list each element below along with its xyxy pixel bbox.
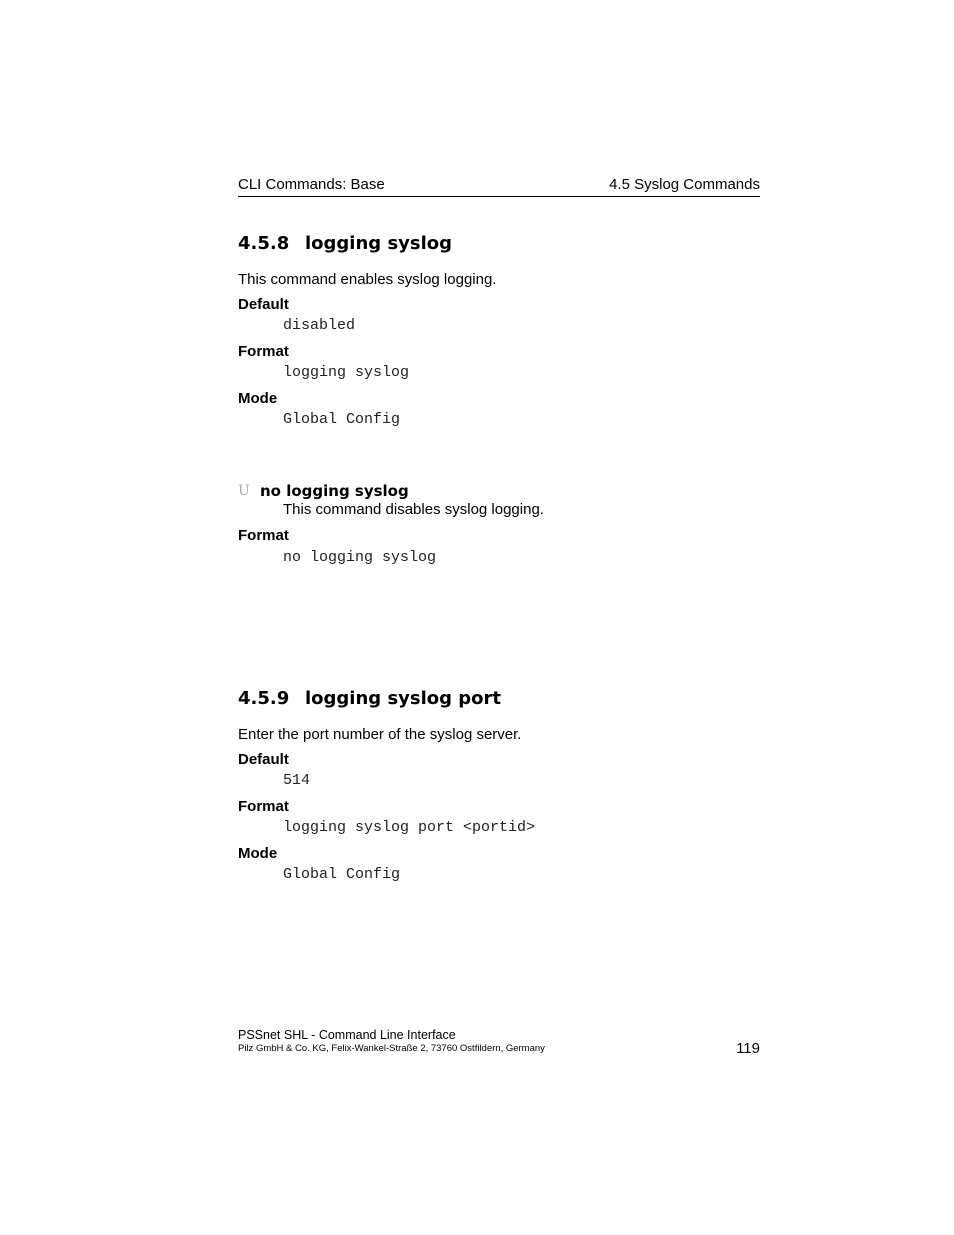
mode-label: Mode bbox=[238, 390, 278, 407]
section-heading-logging-syslog-port bbox=[238, 688, 501, 709]
format-label: Format bbox=[238, 798, 289, 815]
format-value: no logging syslog bbox=[283, 549, 437, 566]
mode-value: Global Config bbox=[283, 411, 401, 428]
mode-value: Global Config bbox=[283, 866, 401, 883]
default-value: disabled bbox=[283, 317, 356, 334]
format-label: Format bbox=[238, 343, 289, 360]
section-title: logging syslog bbox=[305, 233, 453, 254]
format-label: Format bbox=[238, 527, 289, 544]
mode-label: Mode bbox=[238, 845, 278, 862]
format-value: logging syslog bbox=[283, 364, 410, 381]
default-value: 514 bbox=[283, 772, 311, 789]
subcommand-description: This command disables syslog logging. bbox=[283, 501, 544, 518]
section-description: Enter the port number of the syslog server. bbox=[238, 726, 522, 743]
running-header-right: 4.5 Syslog Commands bbox=[609, 176, 760, 193]
section-title: logging syslog port bbox=[305, 688, 502, 709]
section-heading-logging-syslog bbox=[238, 233, 452, 254]
default-label: Default bbox=[238, 296, 289, 313]
section-number: 4.5.8 bbox=[238, 233, 290, 254]
header-rule bbox=[238, 196, 760, 197]
section-number: 4.5.9 bbox=[238, 688, 290, 709]
subcommand-title: no logging syslog bbox=[260, 482, 409, 500]
footer-title: PSSnet SHL - Command Line Interface bbox=[238, 1028, 456, 1042]
section-description: This command enables syslog logging. bbox=[238, 271, 497, 288]
page-number: 119 bbox=[736, 1040, 760, 1057]
footer-address: Pilz GmbH & Co. KG, Felix-Wankel-Straße 2, 73760 Ostfildern, Germany bbox=[238, 1043, 545, 1054]
format-value: logging syslog port <portid> bbox=[283, 819, 536, 836]
default-label: Default bbox=[238, 751, 289, 768]
bullet-icon: U bbox=[238, 483, 250, 499]
running-header-left: CLI Commands: Base bbox=[238, 176, 385, 193]
